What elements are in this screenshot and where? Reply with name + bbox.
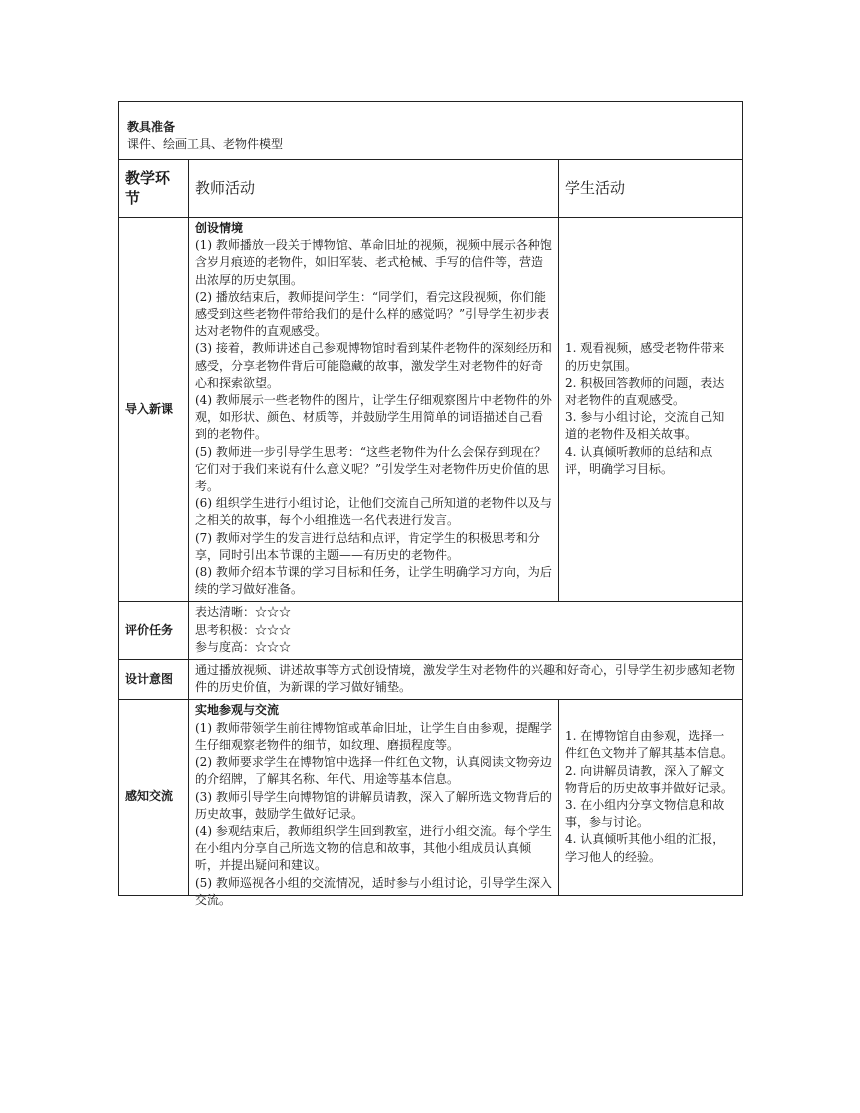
intro-teacher-item: (2) 播放结束后，教师提问学生：“同学们，看完这段视频，你们能感受到这些老物件带给我们的是什么样的感觉吗？”引导学生初步表达对老物件的直观感受。 [195,289,550,339]
header-stage: 教学环节 [119,160,189,218]
perception-student-item: 2. 向讲解员请教，深入了解文物背后的历史故事并做好记录。 [565,763,734,795]
intro-student-item: 3. 参与小组讨论，交流自己知道的老物件及相关故事。 [565,410,725,442]
intro-teacher-item: (6) 组织学生进行小组讨论，让他们交流自己所知道的老物件以及与之相关的故事，每个小组推选一名代表进行发言。 [195,496,552,528]
intro-student-item: 4. 认真倾听教师的总结和点评，明确学习目标。 [565,444,713,476]
intro-student-item: 1. 观看视频，感受老物件带来的历史氛围。 [565,341,725,373]
perception-teacher-item: (3) 教师引导学生向博物馆的讲解员请教，深入了解所选文物背后的历史故事，鼓励学生做好记录。 [195,789,552,821]
prep-content: 课件、绘画工具、老物件模型 [127,137,284,152]
evaluation-row [119,602,743,660]
prep-row [119,102,743,160]
intro-student-cell [559,218,743,602]
perception-student-item: 1. 在博物馆自由参观，选择一件红色文物并了解其基本信息。 [565,729,734,761]
perception-teacher-item: (5) 教师巡视各小组的交流情况，适时参与小组讨论，引导学生深入交流。 [195,875,552,907]
intro-stage: 导入新课 [119,218,189,602]
prep-title: 教具准备 [127,120,176,134]
perception-row [119,700,743,895]
intro-row [119,218,743,602]
perception-teacher-item: (4) 参观结束后，教师组织学生回到教室，进行小组交流。每个学生在小组内分享自己所选文物的信息和故事，其他小组成员认真倾听，并提出疑问和建议。 [195,823,552,873]
design-content: 通过播放视频、讲述故事等方式创设情境，激发学生对老物件的兴趣和好奇心，引导学生初步感知老物件的历史价值，为新课的学习做好铺垫。 [195,663,736,695]
perception-student-cell [559,700,743,895]
evaluation-item: 思考积极：☆☆☆ [195,622,292,637]
evaluation-cell [189,602,743,660]
perception-stage: 感知交流 [119,700,189,895]
intro-teacher-item: (5) 教师进一步引导学生思考：“这些老物件为什么会保存到现在？它们对于我们来说有什么意义呢？”引发学生对老物件历史价值的思考。 [195,444,550,494]
intro-teacher-cell [189,218,559,602]
design-row [119,660,743,700]
perception-title: 实地参观与交流 [195,703,280,718]
intro-teacher-item: (7) 教师对学生的发言进行总结和点评，肯定学生的积极思考和分享，同时引出本节课的主题——有历史的老物件。 [195,530,540,562]
evaluation-item: 参与度高：☆☆☆ [195,639,292,654]
intro-title: 创设情境 [195,221,244,235]
design-stage: 设计意图 [119,660,189,700]
perception-teacher-item: (1) 教师带领学生前往博物馆或革命旧址，让学生自由参观，提醒学生仔细观察老物件的细节，如纹理、磨损程度等。 [195,720,552,752]
perception-teacher-cell [189,700,559,907]
header-student: 学生活动 [559,160,743,218]
header-row [119,160,743,218]
intro-student-item: 2. 积极回答教师的问题，表达对老物件的直观感受。 [565,375,725,408]
perception-student-item: 3. 在小组内分享文物信息和故事，参与讨论。 [565,798,725,830]
header-teacher: 教师活动 [189,160,559,218]
intro-teacher-item: (4) 教师展示一些老物件的图片，让学生仔细观察图片中老物件的外观，如形状、颜色、材质等，并鼓励学生用简单的词语描述自己看到的老物件。 [195,393,552,442]
evaluation-item: 表达清晰：☆☆☆ [195,605,292,620]
intro-teacher-item: (8) 教师介绍本节课的学习目标和任务，让学生明确学习方向，为后续的学习做好准备。 [195,565,552,597]
intro-teacher-item: (1) 教师播放一段关于博物馆、革命旧址的视频，视频中展示各种饱含岁月痕迹的老物件，如旧军装、老式枪械、手写的信件等，营造出浓厚的历史氛围。 [195,238,552,287]
intro-teacher-item: (3) 接着，教师讲述自己参观博物馆时看到某件老物件的深刻经历和感受，分享老物件背后可能隐藏的故事，激发学生对老物件的好奇心和探索欲望。 [195,341,552,390]
prep-cell [119,102,743,160]
lesson-plan-table [118,101,743,907]
evaluation-stage: 评价任务 [119,602,189,660]
perception-student-item: 4. 认真倾听其他小组的汇报，学习他人的经验。 [565,832,725,864]
design-cell [189,660,743,700]
perception-teacher-item: (2) 教师要求学生在博物馆中选择一件红色文物，认真阅读文物旁边的介绍牌，了解其名称、年代、用途等基本信息。 [195,755,552,787]
